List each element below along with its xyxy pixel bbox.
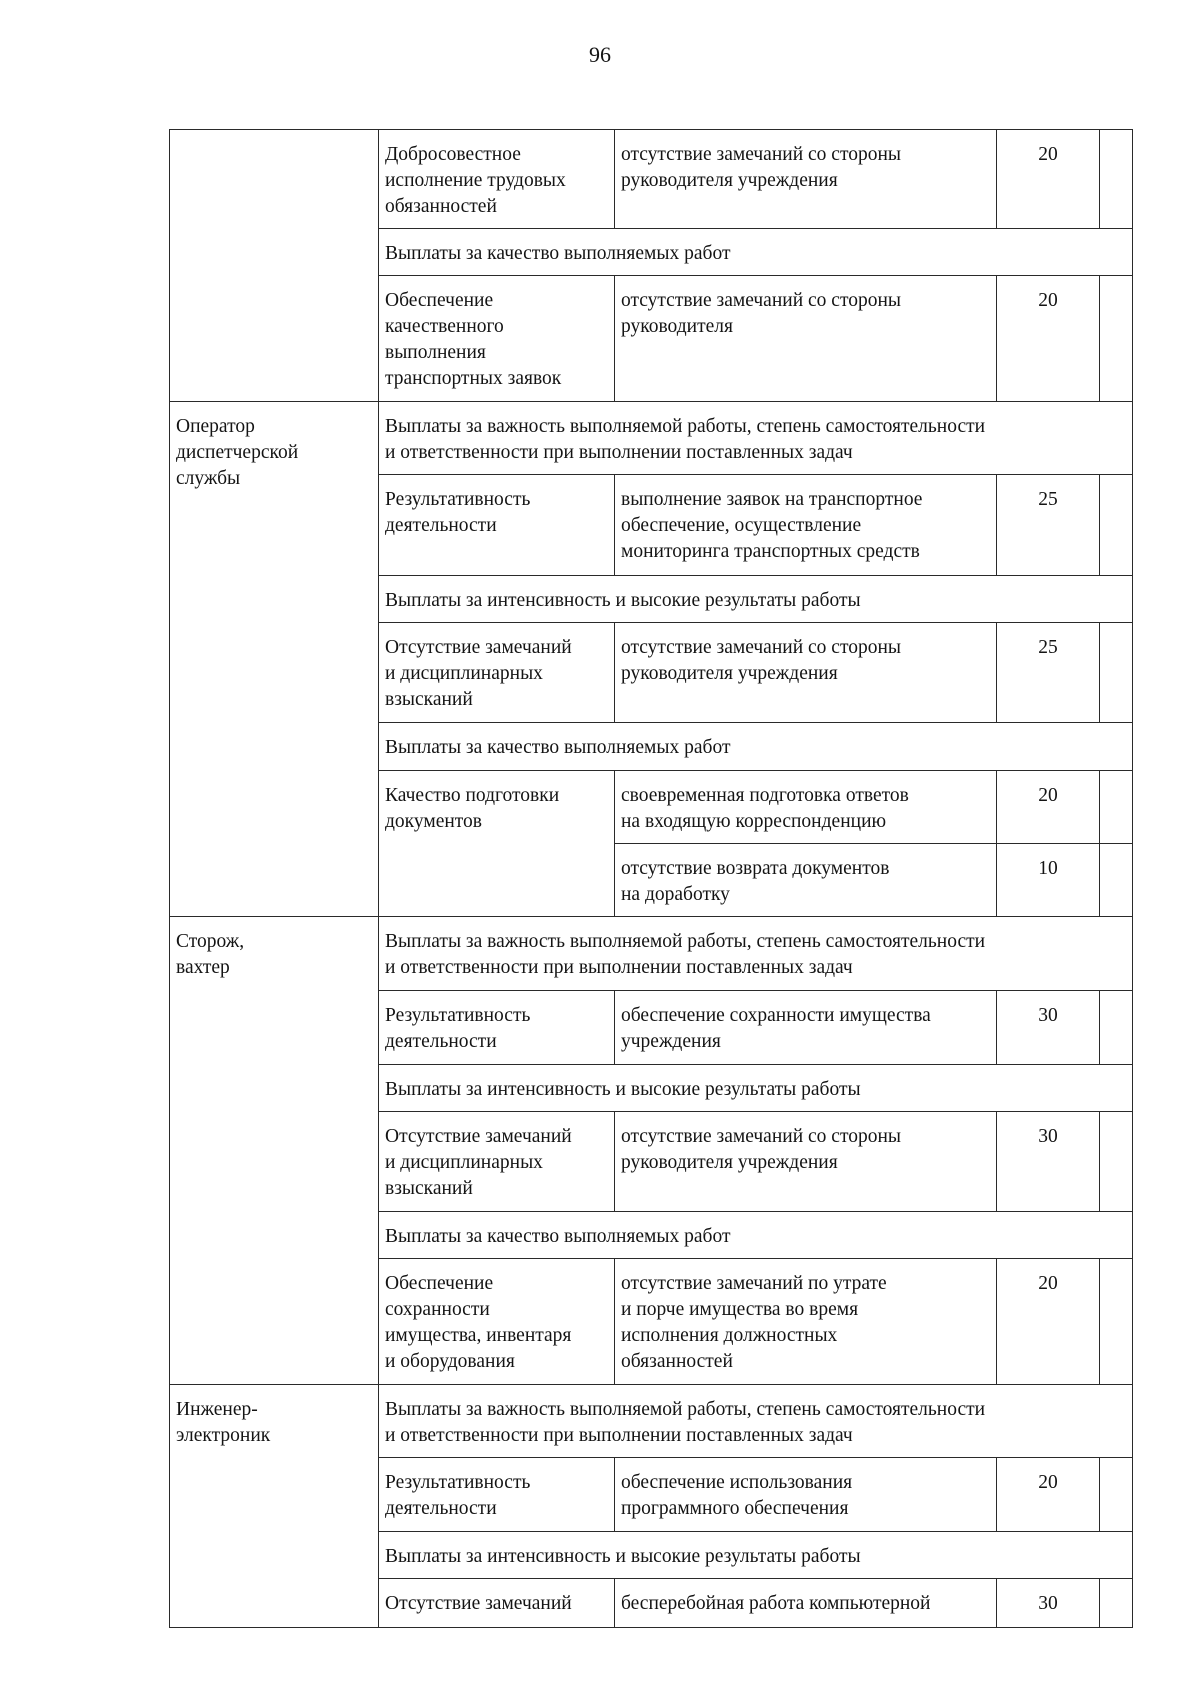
criterion-cell: Результативность деятельности: [379, 1458, 615, 1532]
empty-cell: [1100, 475, 1133, 576]
empty-cell: [1100, 1458, 1133, 1532]
criterion-cell: Отсутствие замечаний и дисциплинарных взысканий: [379, 1112, 615, 1212]
points-cell: 20: [997, 771, 1100, 844]
points-cell: 20: [997, 276, 1100, 402]
condition-cell: отсутствие замечаний со стороны руководителя учреждения: [615, 623, 997, 723]
role-cell: [170, 130, 379, 402]
points-cell: 30: [997, 991, 1100, 1065]
section-header: Выплаты за важность выполняемой работы, степень самостоятельности и ответственности при выполнении поставленных задач: [379, 402, 1133, 475]
section-header: Выплаты за важность выполняемой работы, степень самостоятельности и ответственности при выполнении поставленных задач: [379, 1385, 1133, 1458]
page-number: 96: [589, 42, 611, 67]
section-header: Выплаты за качество выполняемых работ: [379, 1212, 1133, 1259]
criterion-cell: Результативность деятельности: [379, 991, 615, 1065]
condition-cell: своевременная подготовка ответов на входящую корреспонденцию: [615, 771, 997, 844]
section-header: Выплаты за качество выполняемых работ: [379, 229, 1133, 276]
condition-cell: отсутствие замечаний со стороны руководителя: [615, 276, 997, 402]
table-row: [170, 402, 1133, 475]
role-cell: Инженер- электроник: [170, 1385, 379, 1628]
empty-cell: [1100, 1579, 1133, 1628]
points-cell: 20: [997, 130, 1100, 229]
condition-cell: отсутствие замечаний по утрате и порче имущества во время исполнения должностных обязанностей: [615, 1259, 997, 1385]
empty-cell: [1100, 1259, 1133, 1385]
criterion-cell: Добросовестное исполнение трудовых обязанностей: [379, 130, 615, 229]
table-row: [170, 917, 1133, 991]
condition-cell: отсутствие возврата документов на доработку: [615, 844, 997, 917]
condition-cell: отсутствие замечаний со стороны руководителя учреждения: [615, 130, 997, 229]
section-header: Выплаты за важность выполняемой работы, степень самостоятельности и ответственности при выполнении поставленных задач: [379, 917, 1133, 991]
role-cell: Оператор диспетчерской службы: [170, 402, 379, 917]
empty-cell: [1100, 771, 1133, 844]
section-header: Выплаты за интенсивность и высокие результаты работы: [379, 1065, 1133, 1112]
empty-cell: [1100, 130, 1133, 229]
empty-cell: [1100, 623, 1133, 723]
condition-cell: обеспечение использования программного обеспечения: [615, 1458, 997, 1532]
points-cell: 30: [997, 1112, 1100, 1212]
points-cell: 20: [997, 1458, 1100, 1532]
criterion-cell: Обеспечение сохранности имущества, инвентаря и оборудования: [379, 1259, 615, 1385]
points-cell: 25: [997, 623, 1100, 723]
condition-cell: бесперебойная работа компьютерной: [615, 1579, 997, 1628]
points-cell: 30: [997, 1579, 1100, 1628]
condition-cell: отсутствие замечаний со стороны руководителя учреждения: [615, 1112, 997, 1212]
empty-cell: [1100, 276, 1133, 402]
table-row: [170, 130, 1133, 229]
points-cell: 20: [997, 1259, 1100, 1385]
table-row: [170, 1385, 1133, 1458]
empty-cell: [1100, 1112, 1133, 1212]
criterion-cell: Отсутствие замечаний: [379, 1579, 615, 1628]
section-header: Выплаты за интенсивность и высокие результаты работы: [379, 576, 1133, 623]
empty-cell: [1100, 991, 1133, 1065]
empty-cell: [1100, 844, 1133, 917]
bonus-criteria-table: [169, 129, 1133, 1628]
condition-cell: обеспечение сохранности имущества учреждения: [615, 991, 997, 1065]
points-cell: 25: [997, 475, 1100, 576]
role-cell: Сторож, вахтер: [170, 917, 379, 1385]
section-header: Выплаты за интенсивность и высокие результаты работы: [379, 1532, 1133, 1579]
criterion-cell: Отсутствие замечаний и дисциплинарных взысканий: [379, 623, 615, 723]
criterion-cell: Качество подготовки документов: [379, 771, 615, 917]
condition-cell: выполнение заявок на транспортное обеспечение, осуществление мониторинга транспортных средств: [615, 475, 997, 576]
section-header: Выплаты за качество выполняемых работ: [379, 723, 1133, 771]
points-cell: 10: [997, 844, 1100, 917]
criterion-cell: Обеспечение качественного выполнения транспортных заявок: [379, 276, 615, 402]
criterion-cell: Результативность деятельности: [379, 475, 615, 576]
